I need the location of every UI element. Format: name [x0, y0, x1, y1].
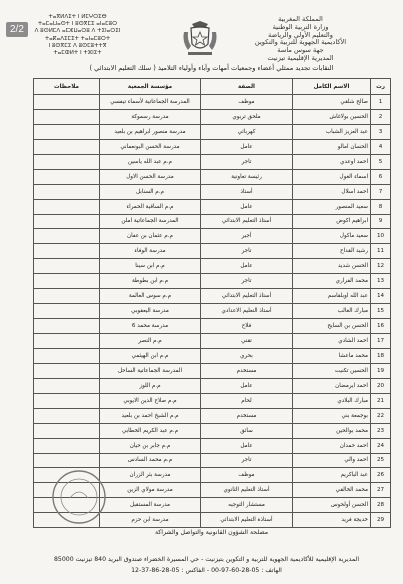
member-name: الحسن بن السايح [293, 319, 371, 334]
member-institution: م.م عبد الكريم الخطابي [100, 423, 201, 438]
table-row [34, 229, 391, 244]
member-name: الحسن شديد [293, 259, 371, 274]
member-name: الحسان امالو [293, 139, 371, 154]
member-notes [34, 289, 100, 304]
member-institution: م.م النصر [100, 334, 201, 349]
row-number: 12 [371, 259, 391, 274]
member-institution: م.م السنابل [100, 184, 201, 199]
table-row [34, 109, 391, 124]
member-notes [34, 438, 100, 453]
member-capacity: تاجر [201, 453, 293, 468]
member-institution: م.م الشيخ احمد بن بلعيد [100, 408, 201, 423]
row-number: 27 [371, 483, 391, 498]
footer-address: المديرية الإقليمية للأكاديمية الجهوية للتربية و التكوين بتيزنيت - حي المسيرة الخضراء صندوق البريد 840 تيزنيت 85000 [53, 556, 360, 563]
header-number: رت [371, 79, 391, 95]
member-capacity: موظف [201, 468, 293, 483]
member-institution: المدرسة الجماعاتية لأسماء تيفسي [100, 95, 201, 110]
member-notes [34, 334, 100, 349]
member-institution: م.م جابر بن حيان [100, 438, 201, 453]
member-institution: م.م اللوز [100, 378, 201, 393]
table-row [34, 378, 391, 393]
member-institution: م.م ابن بطوطة [100, 274, 201, 289]
table-header-row [34, 79, 391, 95]
row-number: 16 [371, 319, 391, 334]
member-capacity: عامل [201, 139, 293, 154]
member-name: بوجمعة بني [293, 408, 371, 423]
member-name: صالح شلقي [293, 95, 371, 110]
table-row [34, 214, 391, 229]
table-row [34, 199, 391, 214]
member-name: محمد بوالحين [293, 423, 371, 438]
row-number: 20 [371, 378, 391, 393]
member-name: محمد الخالقي [293, 483, 371, 498]
members-table [33, 78, 391, 528]
header-left-line: ⵜⴰⴳⵍⴷⵉⵜ ⵏ ⵍⵎⵖⵔⵉⴱ [48, 14, 107, 20]
member-notes [34, 214, 100, 229]
table-row [34, 154, 391, 169]
table-row [34, 319, 391, 334]
member-name: اسماء الغول [293, 169, 371, 184]
member-capacity: أستاذ التعليم الثانوي [201, 483, 293, 498]
row-number: 7 [371, 184, 391, 199]
row-number: 15 [371, 304, 391, 319]
table-row [34, 184, 391, 199]
member-capacity: عامل [201, 199, 293, 214]
member-name: ابراهيم اكوض [293, 214, 371, 229]
member-name: سعيد المنصور [293, 199, 371, 214]
member-name: الحسين بولاغاش [293, 109, 371, 124]
header-full-name: الاسم الكامل [293, 79, 371, 95]
member-institution: م.م الساقية الحمراء [100, 199, 201, 214]
member-notes [34, 348, 100, 363]
member-institution: المدرسة الجماعاتية الساحل [100, 363, 201, 378]
member-capacity: أستاذ التعليم الابتدائي [201, 214, 293, 229]
row-number: 14 [371, 289, 391, 304]
table-body [34, 95, 391, 528]
member-institution: مدرسة المستقبل [100, 498, 201, 513]
member-notes [34, 319, 100, 334]
member-institution: مدرسة الحسن البونعماني [100, 139, 201, 154]
member-capacity: ملحق تربوي [201, 109, 293, 124]
member-capacity: مستشار التوجيه [201, 498, 293, 513]
member-notes [34, 393, 100, 408]
header-left-line: ⵏ ⵓⵙⴳⵎⵉ ⴷ ⵓⵙⵎⵓⵜⵜⴳ [48, 42, 107, 49]
row-number: 19 [371, 363, 391, 378]
member-notes [34, 169, 100, 184]
row-number: 28 [371, 498, 391, 513]
member-capacity: بحري [201, 348, 293, 363]
member-institution: م.م ابن الهيثمي [100, 348, 201, 363]
table-row [34, 259, 391, 274]
table-row [34, 334, 391, 349]
header-right-line: جهة سوس ماسة [277, 46, 324, 55]
member-capacity: أستاذ [201, 184, 293, 199]
member-capacity: لحام [201, 393, 293, 408]
member-name: محمد الفراري [293, 274, 371, 289]
header-left-line: ⵜⴰⵎⵀⵍⵜ ⵏ ⵜⵣⵏⵉⵜ [53, 50, 102, 57]
member-capacity: موظف [201, 95, 293, 110]
footer-phone: الهاتف : 05-28-60-97-00 - الفاكس : 05-28-86-37-12 [131, 567, 282, 574]
row-number: 2 [371, 109, 391, 124]
official-stamp-icon [50, 468, 108, 526]
member-capacity: أستاذ التعليم الاعدادي [201, 304, 293, 319]
table-row [34, 438, 391, 453]
row-number: 13 [371, 274, 391, 289]
member-name: عبد الله اوبلقاسم [293, 289, 371, 304]
member-name: محمد ماعشا [293, 348, 371, 363]
row-number: 18 [371, 348, 391, 363]
member-notes [34, 363, 100, 378]
member-institution: مدرسة محمد 6 [100, 319, 201, 334]
member-notes [34, 199, 100, 214]
member-capacity: أستاذ التعليم الابتدائي [201, 289, 293, 304]
member-institution: مدرسة رسموكة [100, 109, 201, 124]
member-institution: م.م عبد الله ياسين [100, 154, 201, 169]
header-left-line: ⵜⴰⵎⴰⵡⴰⵙⵜ ⵏ ⵓⵙⴳⵎⵉ ⴰⵏⴰⵎⵓⵔ [37, 21, 118, 28]
table-row [34, 139, 391, 154]
member-notes [34, 259, 100, 274]
header-left-tifinagh [30, 14, 125, 57]
header-capacity: الصفة [201, 79, 293, 95]
member-notes [34, 378, 100, 393]
row-number: 26 [371, 468, 391, 483]
member-notes [34, 229, 100, 244]
row-number: 10 [371, 229, 391, 244]
table-row [34, 423, 391, 438]
member-institution: م.م محمد السادس [100, 453, 201, 468]
member-name: عبد العزيز الشباب [293, 124, 371, 139]
member-name: الحسن أولحوس [293, 498, 371, 513]
member-capacity: رئيسة تعاونية [201, 169, 293, 184]
row-number: 5 [371, 154, 391, 169]
header-right-line: المديرية الإقليمية تيزنيت [267, 53, 334, 62]
member-capacity: أستاذة التعليم الابتدائي [201, 513, 293, 528]
member-institution: مدرسة مولاي الزين [100, 483, 201, 498]
row-number: 11 [371, 244, 391, 259]
member-notes [34, 109, 100, 124]
table-row [34, 169, 391, 184]
row-number: 6 [371, 169, 391, 184]
member-institution: م.م ابن سينا [100, 259, 201, 274]
member-name: احمد اوعدي [293, 154, 371, 169]
row-number: 29 [371, 513, 391, 528]
member-name: مبارك البلادي [293, 393, 371, 408]
member-institution: م.م عثمان بن عفان [100, 229, 201, 244]
member-capacity: سائق [201, 423, 293, 438]
member-institution: مدرسة ابن حزم [100, 513, 201, 528]
member-notes [34, 95, 100, 110]
member-notes [34, 274, 100, 289]
moroccan-coat-of-arms-icon [180, 20, 220, 58]
header-institution: مؤسسة الجمعية [100, 79, 201, 95]
member-name: رشيد القداح [293, 244, 371, 259]
page-indicator: 2/2 [6, 22, 28, 37]
row-number: 21 [371, 393, 391, 408]
member-notes [34, 304, 100, 319]
table-row [34, 453, 391, 468]
member-institution: مدرسة منصور ابراهيم بن بلعيد [100, 124, 201, 139]
member-name: احمد اسلال [293, 184, 371, 199]
member-institution: م.م سوس العالمة [100, 289, 201, 304]
document-title: النقابات تجديد ممثلي أعضاء وجمعيات أمهات وآباء وأولياء التلاميذ ( سلك التعليم الابتدائي ) [89, 64, 334, 72]
table-row [34, 363, 391, 378]
table-row [34, 408, 391, 423]
member-notes [34, 154, 100, 169]
table-row [34, 289, 391, 304]
member-notes [34, 124, 100, 139]
member-name: احمد ايرمضان [293, 378, 371, 393]
member-institution: مدرسة الحسن الاول [100, 169, 201, 184]
member-name: احمد حمدان [293, 438, 371, 453]
row-number: 9 [371, 214, 391, 229]
member-institution: مدرسة اليعقوبي [100, 304, 201, 319]
member-capacity: فلاح [201, 319, 293, 334]
header-right-line: والتعليم الأولي والرياضة [268, 30, 333, 39]
member-notes [34, 423, 100, 438]
row-number: 23 [371, 423, 391, 438]
member-capacity: عامل [201, 378, 293, 393]
member-capacity: عامل [201, 438, 293, 453]
member-capacity: تاجر [201, 244, 293, 259]
member-name: مبارك الغالب [293, 304, 371, 319]
member-capacity: مستخدم [201, 408, 293, 423]
member-institution: م.م صلاح الدين الايوبي [100, 393, 201, 408]
member-notes [34, 184, 100, 199]
member-name: خديجة فريد [293, 513, 371, 528]
member-institution: مدرسة الوفاء [100, 244, 201, 259]
member-capacity: تاجر [201, 154, 293, 169]
row-number: 1 [371, 95, 391, 110]
member-notes [34, 408, 100, 423]
row-number: 4 [371, 139, 391, 154]
header-notes: ملاحظات [34, 79, 100, 95]
member-capacity: كهربائي [201, 124, 293, 139]
header-right-arabic [228, 16, 373, 63]
header-left-line: ⴷ ⵓⵙⵍⵎⴷ ⴰⵎⵣⵡⴰⵔⵓ ⴷ ⵜⵉⵏⴰⵔⵉⵏ [34, 28, 121, 35]
table-row [34, 393, 391, 408]
table-row [34, 348, 391, 363]
member-name: الحسين تكنيت [293, 363, 371, 378]
header-left-line: ⵜⴰⴽⴰⴷⵉⵎⵉⵜ ⵜⴰⵏⴰⵎⵓⵔⵜ [44, 35, 111, 42]
member-name: احمد الشادي [293, 334, 371, 349]
member-name: احمد والي [293, 453, 371, 468]
member-name: عبد الباكريم [293, 468, 371, 483]
header-right-line: الأكاديمية الجهوية للتربية والتكوين [254, 38, 347, 47]
row-number: 8 [371, 199, 391, 214]
member-capacity: تاجر [201, 274, 293, 289]
table-row [34, 274, 391, 289]
member-notes [34, 453, 100, 468]
table-row [34, 95, 391, 110]
member-capacity: تقني [201, 334, 293, 349]
member-notes [34, 139, 100, 154]
member-notes [34, 244, 100, 259]
table-row [34, 124, 391, 139]
member-institution: مدرسة بئر الزران [100, 468, 201, 483]
member-name: سعيد ماكول [293, 229, 371, 244]
table-row [34, 304, 391, 319]
table-row [34, 244, 391, 259]
row-number: 17 [371, 334, 391, 349]
row-number: 3 [371, 124, 391, 139]
member-institution: المدرسة الجماعاتية املن [100, 214, 201, 229]
header-right-line: وزارة التربية الوطنية [272, 22, 329, 31]
member-capacity: مستخدم [201, 363, 293, 378]
header-right-line: المملكة المغربية [278, 15, 323, 23]
row-number: 22 [371, 408, 391, 423]
row-number: 24 [371, 438, 391, 453]
footer-service: مصلحة الشؤون القانونية والتواصل والشراكة [154, 529, 269, 536]
member-capacity: عامل [201, 259, 293, 274]
row-number: 25 [371, 453, 391, 468]
member-capacity: أجير [201, 229, 293, 244]
